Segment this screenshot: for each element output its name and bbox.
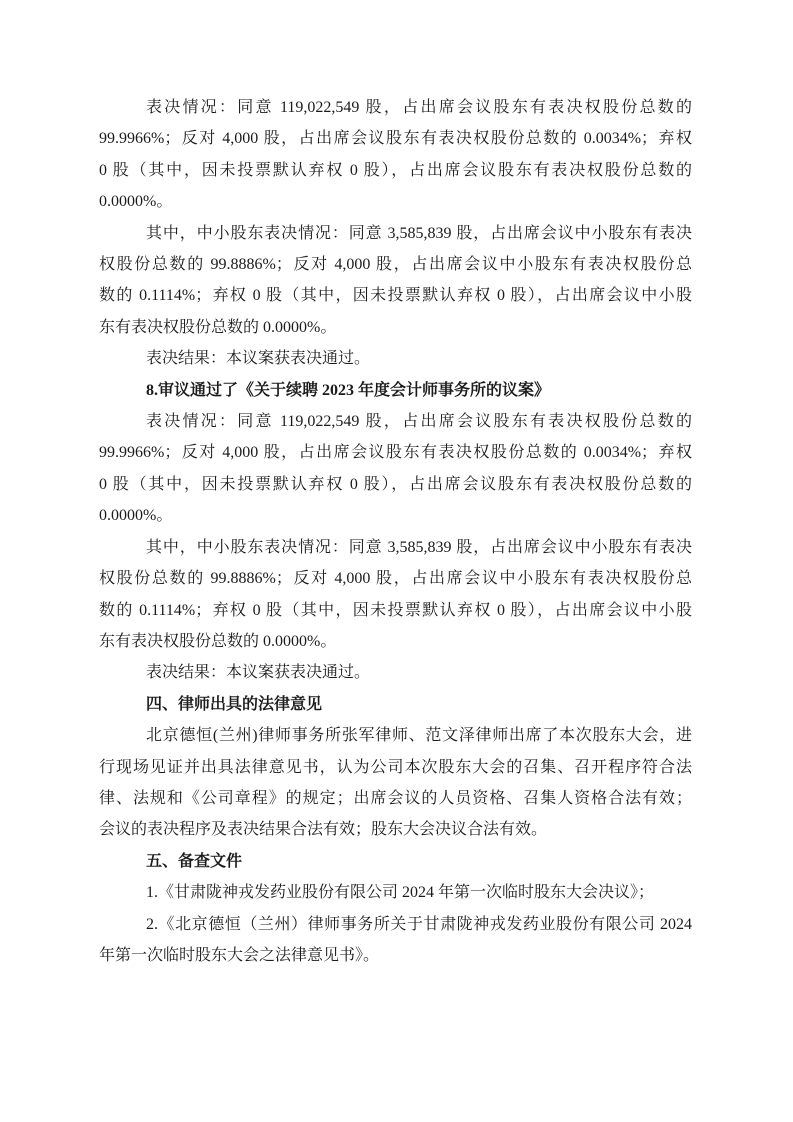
text-line: 会议的表决程序及表决结果合法有效；股东大会决议合法有效。 [99,821,548,839]
text-line: 99.9966%；反对 4,000 股，占出席会议股东有表决权股份总数的 0.0034%；弃权 [99,130,692,148]
text-line: 行现场见证并出具法律意见书，认为公司本次股东大会的召集、召开程序符合法 [99,758,692,776]
text-line: 五、备查文件 [146,852,243,870]
text-line: 其中，中小股东表决情况：同意 3,585,839 股，占出席会议中小股东有表决 [146,224,692,242]
text-line: 2.《北京德恒（兰州）律师事务所关于甘肃陇神戎发药业股份有限公司 2024 [146,915,692,933]
text-line: 8.审议通过了《关于续聘 2023 年度会计师事务所的议案》 [146,381,551,399]
text-line: 表决情况：同意 119,022,549 股，占出席会议股东有表决权股份总数的 [146,99,692,116]
text-line: 0 股（其中，因未投票默认弃权 0 股），占出席会议股东有表决权股份总数的 [99,161,692,179]
text-line: 表决结果：本议案获表决通过。 [146,350,371,368]
minority-vote-proposal8 [99,532,692,658]
text-line: 数的 0.1114%；弃权 0 股（其中，因未投票默认弃权 0 股），占出席会议中小股 [99,601,692,619]
text-line: 东有表决权股份总数的 0.0000%。 [99,318,337,336]
heading-section-4 [99,689,692,720]
heading-section-5 [99,846,692,877]
reference-document-1 [99,877,692,908]
text-line: 数的 0.1114%；弃权 0 股（其中，因未投票默认弃权 0 股），占出席会议中小股 [99,287,692,305]
text-line: 0.0000%。 [99,507,173,525]
document-content [99,0,692,971]
minority-vote-proposal7 [99,218,692,344]
text-line: 表决情况：同意 119,022,549 股，占出席会议股东有表决权股份总数的 [146,413,692,431]
text-line: 0 股（其中，因未投票默认弃权 0 股），占出席会议股东有表决权股份总数的 [99,475,692,493]
text-line: 1.《甘肃陇神戎发药业股份有限公司 2024 年第一次临时股东大会决议》； [146,884,655,902]
reference-document-2 [99,909,692,972]
text-line: 0.0000%。 [99,193,173,211]
legal-opinion-paragraph [99,720,692,846]
text-line: 年第一次临时股东大会之法律意见书》。 [99,946,380,964]
text-line: 东有表决权股份总数的 0.0000%。 [99,632,337,650]
text-line: 律、法规和《公司章程》的规定；出席会议的人员资格、召集人资格合法有效； [99,789,692,807]
text-line: 北京德恒(兰州)律师事务所张军律师、范文泽律师出席了本次股东大会，进 [146,727,692,745]
text-line: 99.9966%；反对 4,000 股，占出席会议股东有表决权股份总数的 0.0034%；弃权 [99,444,692,462]
text-line: 权股份总数的 99.8886%；反对 4,000 股，占出席会议中小股东有表决权股份总 [99,570,692,588]
text-line: 表决结果：本议案获表决通过。 [146,664,371,682]
text-line: 其中，中小股东表决情况：同意 3,585,839 股，占出席会议中小股东有表决 [146,538,692,556]
vote-result-proposal8 [99,406,692,532]
heading-proposal-8 [99,375,692,406]
vote-outcome-proposal7 [99,343,692,374]
text-line: 四、律师出具的法律意见 [146,695,323,713]
vote-outcome-proposal8 [99,657,692,688]
text-line: 权股份总数的 99.8886%；反对 4,000 股，占出席会议中小股东有表决权股份总 [99,256,692,274]
vote-result-proposal7 [99,92,692,218]
